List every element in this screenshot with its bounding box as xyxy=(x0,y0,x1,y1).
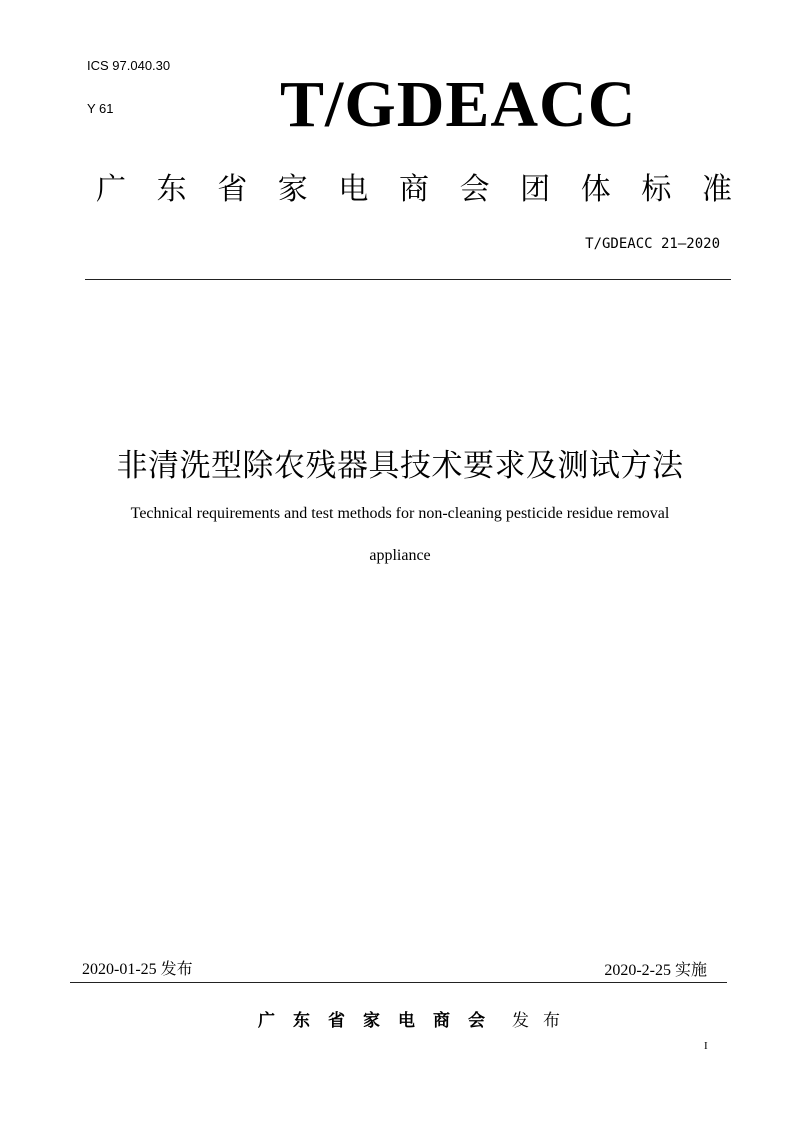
document-title-english-line1: Technical requirements and test methods for non-cleaning pesticide residue removal xyxy=(130,505,670,522)
implement-date: 2020-2-25 实施 xyxy=(604,962,707,979)
publish-label xyxy=(512,1006,560,1031)
publish-label-char: 布 xyxy=(543,1011,560,1031)
standard-type-heading xyxy=(96,168,732,212)
standard-type-char: 商 xyxy=(398,172,429,207)
standard-type-char: 标 xyxy=(641,172,672,207)
header-divider xyxy=(85,279,731,280)
standard-type-char: 会 xyxy=(459,172,490,207)
standard-type-char: 东 xyxy=(156,172,187,207)
standard-type-char: 团 xyxy=(520,172,551,207)
ics-code: ICS 97.040.30 xyxy=(87,58,171,73)
publisher-char: 省 xyxy=(328,1011,345,1031)
standard-type-char: 省 xyxy=(217,172,248,207)
publisher-char: 电 xyxy=(398,1011,415,1031)
classification-code: Y 61 xyxy=(87,101,114,116)
publisher-char: 商 xyxy=(433,1011,450,1031)
standard-type-char: 广 xyxy=(96,172,126,207)
publisher-char: 广 xyxy=(258,1011,275,1031)
standard-logo: T/GDEACC xyxy=(280,70,637,140)
publisher-char: 家 xyxy=(363,1011,380,1031)
publish-date: 2020-01-25 发布 xyxy=(82,961,193,978)
footer-divider xyxy=(70,982,727,983)
standard-type-char: 准 xyxy=(701,172,732,207)
document-title-english-line2: appliance xyxy=(369,547,431,564)
publisher-name xyxy=(258,1006,485,1031)
publisher-char: 东 xyxy=(293,1011,310,1031)
page-number: I xyxy=(704,1040,708,1052)
standard-type-char: 家 xyxy=(277,172,308,207)
document-title-chinese: 非清洗型除农残器具技术要求及测试方法 xyxy=(116,448,684,484)
publish-label-char: 发 xyxy=(512,1011,529,1031)
standard-type-char: 体 xyxy=(580,172,611,207)
publisher-char: 会 xyxy=(468,1011,485,1031)
standard-code: T/GDEACC 21—2020 xyxy=(585,236,720,252)
standard-type-char: 电 xyxy=(338,172,369,207)
